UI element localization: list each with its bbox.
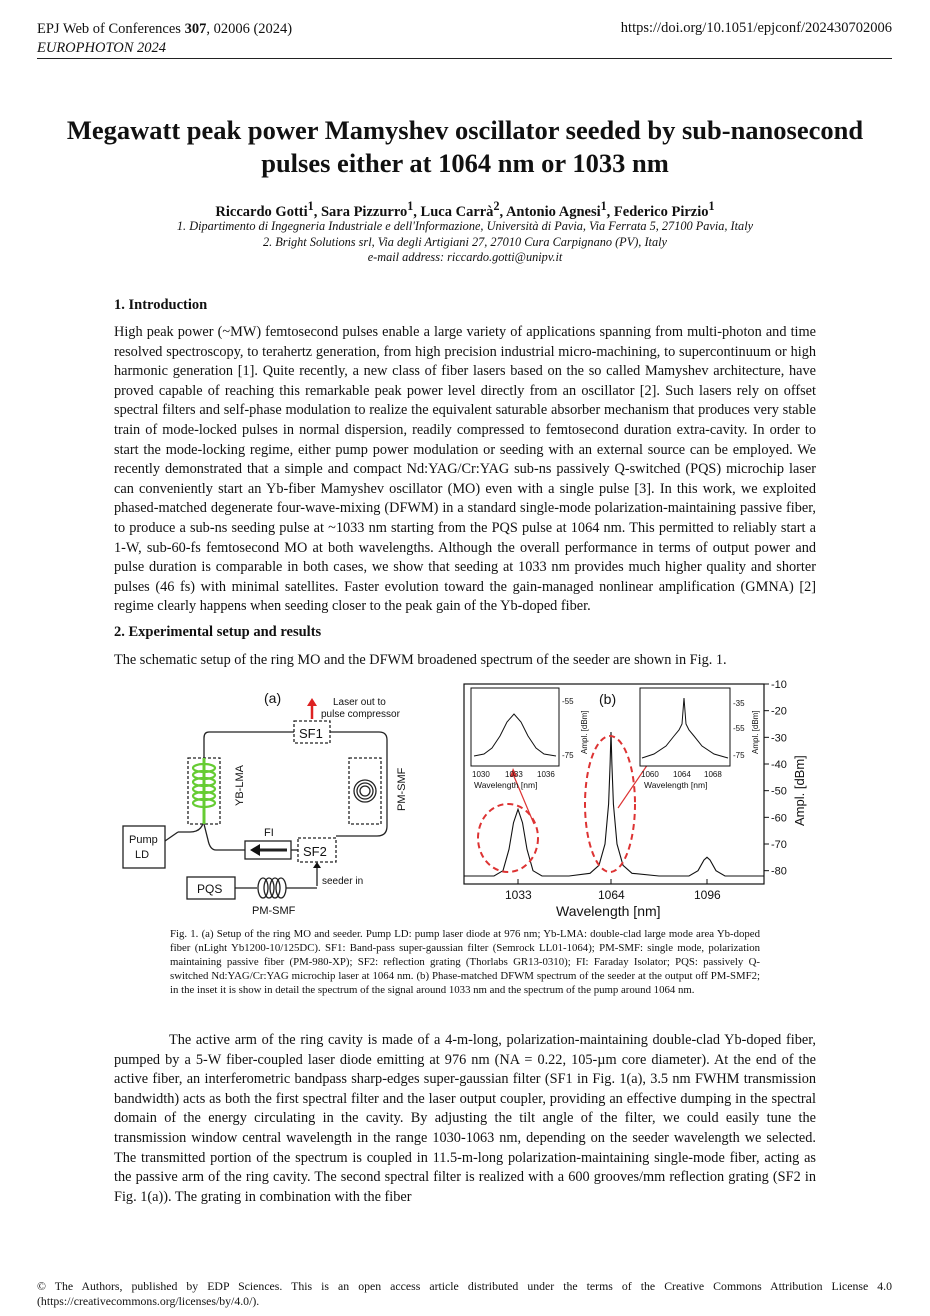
section-heading-setup: 2. Experimental setup and results [114, 624, 322, 640]
email-address: e-mail address: riccardo.gotti@unipv.it [367, 250, 563, 265]
inset-1033-ytick: -75 [562, 751, 574, 760]
seeder-in-arrowhead [313, 862, 321, 868]
sf1-label: SF1 [299, 726, 323, 741]
body-paragraph: The active arm of the ring cavity is made of a 4-m-long, polarization-maintaining double-clad Yb-doped fiber, pumped by a 5-W fiber-coupled laser diode emitting at 976 nm (NA = 0.22, 105-µm core diameter). At the end of the active fiber, an interferometric bandpass sharp-edges super-gaussian filter (SF1 in Fig. 1(a), 3.5 nm FWHM transmission bandwidth) acts as both the first spectral filter and the laser output coupler, providing an effective dumping in the spectral domain of the energy circulating in the cavity. By adjusting the tilt angle of the filter, we could easily tune the transmission window central wavelength in the range 1030-1063 nm, depending on the seeder wavelength we selected. The transmitted portion of the spectrum is coupled in 11.5-m-long polarization-maintaining single-mode fiber, acting as the passive arm of the ring cavity. The second spectral filter is realized with a 600 grooves/mm reflection grating (SF2 in Fig. 1(a)). The grating in combination with the fiber [114, 1032, 816, 1205]
author: Federico Pirzio$^1$ [613, 199, 715, 220]
highlight-ellipse-1033 [478, 804, 538, 872]
inset-1064-ytick: -55 [733, 724, 745, 733]
author-list: Riccardo Gotti$^1$, Sara Pizzurro$^1$, Luca Carrà$^2$, Antonio Agnesi$^1$, Federico Pirzio$^1$ [215, 199, 715, 220]
introduction-paragraph: High peak power (~MW) femtosecond pulses enable a large variety of applications spanning from multi-photon and time resolved spectroscopy, to terahertz generation, from high precision industrial micro-machining, to supercontinuum or high harmonic generation [1]. Quite recently, a new class of fiber lasers based on the so called Mamyshev architecture, have proved capable of reaching this remarkable peak power level directly from an oscillator [2]. Such lasers rely on offset spectral filters and self-phase modulation to realize the equivalent saturable absorber mechanism that produces very stable train of mode-locked pulses in normal dispersion, readily compressed to femtosecond duration extra-cavity. In order to start the mode-locking regime, either pump power modulation or seeding with an external source can be employed. We recently demonstrated that a simple and compact Nd:YAG/Cr:YAG sub-ns passively Q-switched (PQS) microchip laser can conveniently start an Yb-fiber Mamyshev oscillator (MO) even with a single pulse [3]. In this work, we exploited phased-matched degenerate four-wave-mixing (DFWM) in a standard single-mode polarization-maintaining passive fiber, to produce a sub-ns seeding pulse at ~1033 nm starting from the PQS pulse at 1064 nm. This permitted to reliably start a 1-W, sub-60-fs femtosecond MO at both wavelengths. Although the overall performance in terms of output power and pulse duration is comparable in both cases, we show that seeding at 1033 nm provides much higher quality and shorter pulses (46 fs) with minimal satellites. Faster evolution toward the gain-managed nonlinear amplification (GMNA) [2] regime clearly happens when seeding closer to the peak gain of the Yb-doped fiber. [114, 324, 816, 615]
author: Sara Pizzurro$^1$ [320, 199, 414, 220]
inset-1033-xtick: 1033 [505, 770, 523, 779]
author: Riccardo Gotti$^1$ [215, 199, 314, 220]
article-number: , 02006 (2024) [206, 21, 293, 37]
pm-smf-bottom-coil [258, 878, 286, 898]
inset-1033-xtick: 1030 [472, 770, 490, 779]
inset-1033-ylabel: Ampl. [dBm] [580, 710, 589, 754]
pm-smf-coil [354, 780, 376, 802]
yb-lma-label: YB-LMA [234, 765, 246, 806]
figure-1 [114, 676, 816, 922]
figure-caption: Fig. 1. (a) Setup of the ring MO and seeder. Pump LD: pump laser diode at 976 nm; Yb-LMA: double-clad large mode area Yb-doped fiber (nLight Yb1200-10/125DC). SF1: Band-pass super-gaussian filter (Semrock LL01-1064); PM-SMF: single mode, polarization maintaining passive fiber (PM-980-XP); SF2: reflection grating (Thorlabs GR13-0310); FI: Faraday Isolator; PQS: passively Q-switched Nd:YAG/Cr:YAG microchip laser at 1064 nm. (b) Phase-matched DFWM spectrum of the seeder at the output off PM-SMF2; in the inset it is show in detail the spectrum of the signal around 1033 nm and the spectrum of the pump around 1064 nm. [170, 928, 760, 996]
ring-right-fiber [330, 732, 387, 836]
y-tick-label: -30 [771, 732, 787, 745]
header-divider [37, 58, 892, 59]
y-tick-label: -40 [771, 759, 787, 771]
y-tick-label: -70 [771, 839, 787, 851]
affiliation-2: 2. Bright Solutions srl, Via degli Artigiani 27, 27010 Cura Carpignano (PV), Italy [263, 234, 667, 249]
inset-1064-xlabel: Wavelength [nm] [644, 780, 708, 790]
x-tick-label: 1064 [598, 888, 625, 902]
fi-arrowhead [250, 844, 260, 856]
affiliation-1: 1. Dipartimento di Ingegneria Industriale e dell'Informazione, Università di Pavia, Via Ferrata 5, 27100 Pavia, Italy [176, 219, 754, 233]
inset-1064-ytick: -35 [733, 699, 745, 708]
author: Luca Carrà$^2$ [420, 199, 500, 220]
panel-b-spectrum [464, 679, 807, 919]
x-tick-label: 1033 [505, 888, 532, 902]
laser-out-label-2: pulse compressor [321, 709, 400, 720]
sf2-label: SF2 [303, 844, 327, 859]
pump-ld-box [123, 826, 165, 868]
inset-1033-xtick: 1036 [537, 770, 555, 779]
inset-1064-ylabel: Ampl. [dBm] [751, 710, 760, 754]
inset-1064-xtick: 1064 [673, 770, 691, 779]
setup-intro-paragraph: The schematic setup of the ring MO and the DFWM broadened spectrum of the seeder are shown in Fig. 1. [114, 652, 727, 668]
license-footer: © The Authors, published by EDP Sciences. This is an open access article distributed under the terms of the Creative Commons Attribution License 4.0 (https://creativecommons.org/licenses/by/4.0/). [37, 1279, 892, 1308]
inset-1033-xlabel: Wavelength [nm] [474, 780, 538, 790]
author: Antonio Agnesi$^1$ [505, 199, 607, 220]
seeder-in-label: seeder in [322, 876, 364, 887]
inset-1064-ytick: -75 [733, 751, 745, 760]
x-tick-label: 1096 [694, 888, 721, 902]
pump-ld-label: Pump [129, 834, 158, 846]
fi-label: FI [264, 827, 274, 839]
y-axis-label: Ampl. [dBm] [792, 755, 807, 826]
inset-1064 [640, 688, 760, 790]
pump-fiber [165, 832, 178, 841]
panel-a-setup-diagram [123, 690, 408, 917]
panel-b-label: (b) [599, 691, 617, 707]
y-tick-label: -50 [771, 785, 787, 798]
inset-1033 [471, 688, 589, 790]
fi-to-gain-fiber [204, 824, 245, 850]
pm-smf-right-label: PM-SMF [396, 767, 408, 811]
volume-number: 307 [184, 21, 207, 37]
x-axis-label: Wavelength [nm] [556, 903, 661, 919]
laser-out-label: Laser out to [333, 697, 386, 708]
pqs-label: PQS [197, 882, 223, 896]
pump-ld-label-2: LD [135, 849, 150, 861]
y-tick-label: -80 [771, 865, 787, 878]
y-ticks [764, 679, 787, 878]
y-tick-label: -20 [771, 705, 787, 718]
paper-title: Megawatt peak power Mamyshev oscillator seeded by sub-nanosecond pulses either at 1064 nm or 1033 nm [66, 115, 864, 178]
affiliations [60, 219, 870, 266]
running-header [37, 20, 292, 58]
event-name: EUROPHOTON 2024 [37, 40, 167, 56]
y-tick-label: -10 [771, 679, 787, 691]
section-heading-introduction: 1. Introduction [114, 297, 208, 313]
x-ticks [505, 879, 721, 902]
journal-name: EPJ Web of Conferences [37, 21, 181, 37]
laser-out-arrowhead [307, 698, 317, 706]
doi-link[interactable]: https://doi.org/10.1051/epjconf/202430702006 [620, 20, 892, 36]
y-tick-label: -60 [771, 812, 787, 825]
inset-1064-xtick: 1060 [641, 770, 659, 779]
panel-a-label: (a) [264, 690, 282, 706]
pm-smf-bottom-label: PM-SMF [252, 905, 296, 917]
inset-1064-xtick: 1068 [704, 770, 722, 779]
inset-1033-ytick: -55 [562, 697, 574, 706]
